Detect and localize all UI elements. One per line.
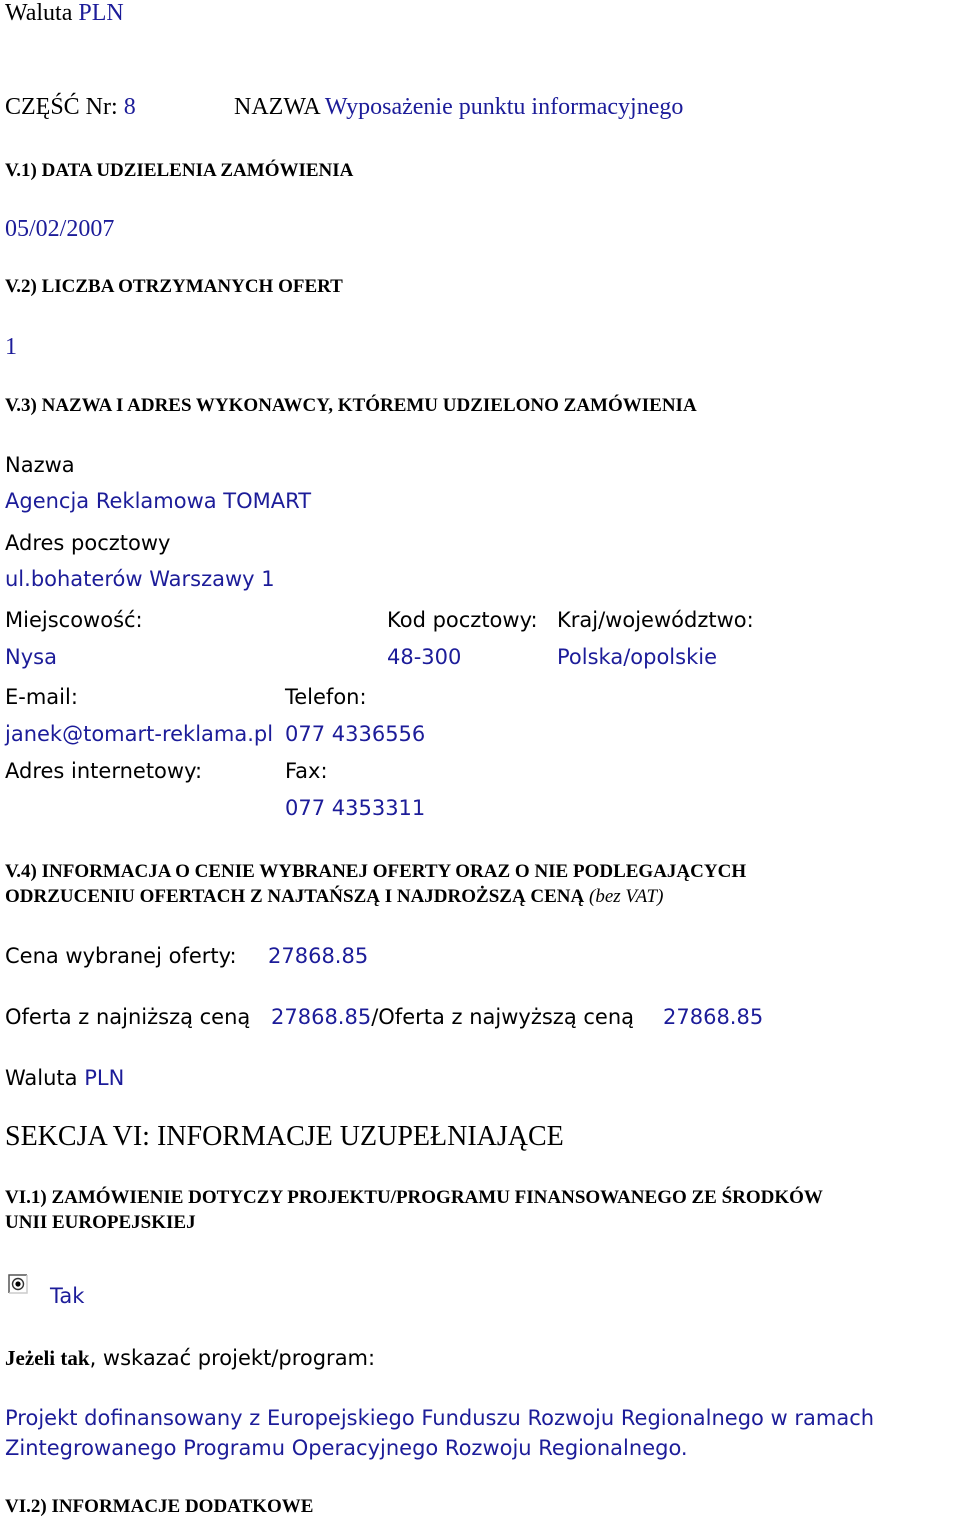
project-line1: Projekt dofinansowany z Europejskiego Funduszu Rozwoju Regionalnego w ramach — [5, 1406, 875, 1430]
contractor-name-label: Nazwa — [5, 453, 75, 477]
phone-value: 077 4336556 — [285, 722, 426, 746]
city-label: Miejscowość: — [5, 608, 143, 632]
vi2-heading: VI.2) INFORMACJE DODATKOWE — [5, 1496, 314, 1517]
v2-heading: V.2) LICZBA OTRZYMANYCH OFERT — [5, 276, 343, 297]
section6-title: SEKCJA VI: INFORMACJE UZUPEŁNIAJĄCE — [5, 1121, 564, 1152]
part-name-value: Wyposażenie punktu informacyjnego — [324, 94, 684, 120]
web-label: Adres internetowy: — [5, 759, 203, 783]
currency-value: PLN — [78, 0, 124, 26]
currency-top — [5, 0, 124, 27]
part-number: 8 — [123, 94, 136, 120]
lowest-price-value: 27868.85 — [271, 1005, 372, 1029]
v4-heading-line1: V.4) INFORMACJA O CENIE WYBRANEJ OFERTY ORAZ O NIE PODLEGAJĄCYCH — [5, 861, 747, 882]
if-yes-bold: Jeżeli tak — [5, 1346, 90, 1370]
lowest-highest-price — [271, 1005, 634, 1029]
highest-price-label: /Oferta z najwyższą ceną — [371, 1005, 635, 1029]
radio-selected-icon[interactable] — [8, 1274, 28, 1294]
highest-price-value: 27868.85 — [663, 1005, 764, 1029]
postcode-value: 48-300 — [387, 645, 462, 669]
address-value: ul.bohaterów Warszawy 1 — [5, 567, 275, 591]
v4-currency-value: PLN — [84, 1066, 125, 1090]
project-line2: Zintegrowanego Programu Operacyjnego Rozwoju Regionalnego. — [5, 1436, 688, 1460]
lowest-price-label: Oferta z najniższą ceną — [5, 1005, 251, 1029]
email-value: janek@tomart-reklama.pl — [5, 722, 274, 746]
currency-label: Waluta — [5, 0, 73, 26]
v4-currency-label: Waluta — [5, 1066, 78, 1090]
v4-heading-note: (bez VAT) — [589, 886, 664, 907]
city-value: Nysa — [5, 645, 57, 669]
fax-value: 077 4353311 — [285, 796, 426, 820]
email-label: E-mail: — [5, 685, 78, 709]
part-label: CZĘŚĆ Nr: 8 — [5, 94, 136, 120]
offers-count: 1 — [5, 334, 17, 360]
region-value: Polska/opolskie — [557, 645, 717, 669]
award-date: 05/02/2007 — [5, 216, 115, 242]
vi1-heading-line2: UNII EUROPEJSKIEJ — [5, 1212, 196, 1233]
v3-heading: V.3) NAZWA I ADRES WYKONAWCY, KTÓREMU UDZIELONO ZAMÓWIENIA — [5, 395, 697, 416]
v1-heading: V.1) DATA UDZIELENIA ZAMÓWIENIA — [5, 160, 354, 181]
fax-label: Fax: — [285, 759, 328, 783]
eu-answer: Tak — [50, 1284, 85, 1308]
contractor-name-value: Agencja Reklamowa TOMART — [5, 489, 312, 513]
if-yes-label — [5, 1346, 375, 1371]
vi1-heading-line1: VI.1) ZAMÓWIENIE DOTYCZY PROJEKTU/PROGRAMU FINANSOWANEGO ZE ŚRODKÓW — [5, 1187, 823, 1208]
postcode-label: Kod pocztowy: — [387, 608, 538, 632]
address-label: Adres pocztowy — [5, 531, 171, 555]
part-name-label: NAZWA — [234, 94, 320, 120]
phone-label: Telefon: — [285, 685, 367, 709]
selected-price-label: Cena wybranej oferty: — [5, 944, 237, 968]
v4-currency — [5, 1066, 124, 1090]
part-name — [234, 94, 683, 121]
region-label: Kraj/województwo: — [557, 608, 754, 632]
if-yes-rest: , wskazać projekt/program: — [89, 1346, 376, 1370]
selected-price-value: 27868.85 — [268, 944, 369, 968]
v4-heading-line2: ODRZUCENIU OFERTACH Z NAJTAŃSZĄ I NAJDROŻSZĄ CENĄ (bez VAT) — [5, 886, 664, 907]
